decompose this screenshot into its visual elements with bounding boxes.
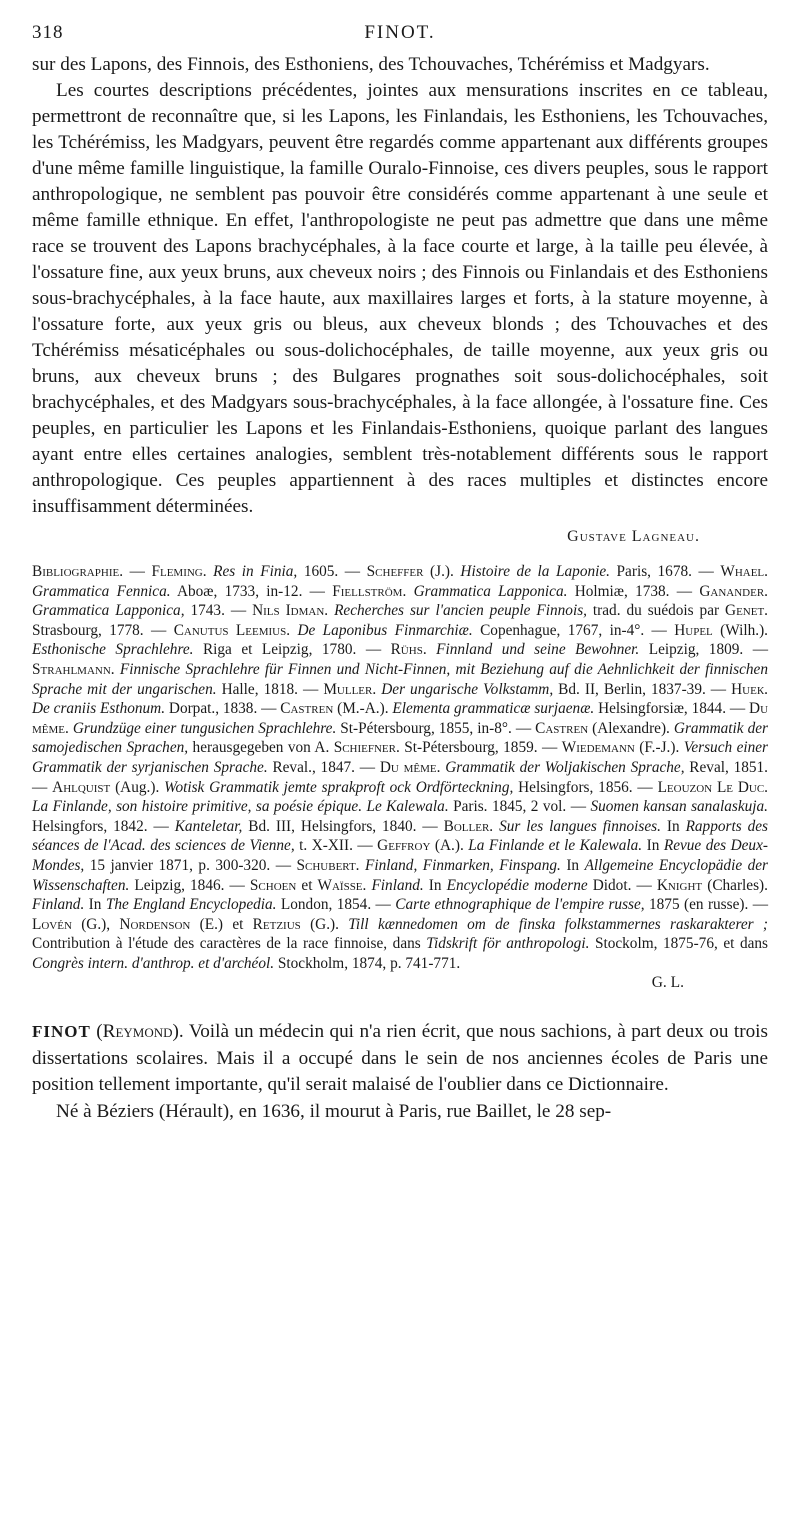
bib-text: (Alexandre). bbox=[588, 719, 674, 737]
bib-title: Recherches sur l'ancien peuple Finnois, bbox=[334, 602, 587, 620]
bibliography bbox=[32, 562, 768, 973]
bib-author: Genet. bbox=[725, 602, 769, 620]
bib-author: Castren bbox=[280, 700, 334, 718]
bib-title: Allgemeine Encyclopädie der Wissenschaften. bbox=[32, 856, 768, 894]
bib-text: Riga et Leipzig, 1780. — bbox=[193, 641, 391, 659]
bib-title: The England Encyclopedia. bbox=[105, 896, 277, 914]
bib-author: Leouzon Le Duc. bbox=[657, 778, 769, 796]
bib-text: Dorpat., 1838. — bbox=[165, 700, 281, 718]
bib-author: Schoen bbox=[249, 876, 297, 894]
bib-author: Retzius bbox=[252, 915, 301, 933]
bib-title: Wotisk Grammatik jemte sprakproft ock Ordförteckning, bbox=[164, 778, 514, 796]
bib-text: (F.-J.). bbox=[634, 739, 684, 757]
bib-text: Reval., 1847. — bbox=[267, 758, 380, 776]
article-signature: Gustave Lagneau. bbox=[567, 528, 700, 545]
article-body bbox=[32, 52, 768, 520]
bib-text: (M.-A.). bbox=[333, 700, 393, 718]
bib-text: In bbox=[642, 837, 664, 855]
dictionary-entry bbox=[32, 1019, 768, 1125]
bib-title: La Finlande et le Kalewala. bbox=[468, 837, 643, 855]
running-head bbox=[32, 22, 768, 52]
bib-author: Knight bbox=[656, 876, 703, 894]
bib-author: Hueк. bbox=[731, 680, 768, 698]
bib-text: St-Pétersbourg, 1855, in-8°. — bbox=[336, 719, 536, 737]
bib-title: Grundzüge einer tungusichen Sprachlehre. bbox=[72, 719, 337, 737]
bib-title: Till kænnedomen om de finska folkstammernes raskarakterer ; bbox=[348, 915, 768, 933]
entry-paragraph: Né à Béziers (Hérault), en 1636, il mourut à Paris, rue Baillet, le 28 sep- bbox=[56, 1100, 612, 1122]
bib-text: Strasbourg, 1778. — bbox=[32, 621, 174, 639]
bib-title: Elementa grammaticæ surjaenæ. bbox=[392, 700, 595, 718]
running-title: FINOT. bbox=[364, 22, 436, 43]
bib-title: Grammatica Fennica. bbox=[32, 582, 171, 600]
bib-text: Stockolm, 1875-76, et dans bbox=[589, 935, 768, 953]
bib-title: Sur les langues finnoises. bbox=[499, 817, 661, 835]
bib-author: Nils Idman. bbox=[252, 602, 329, 620]
bib-title: Carte ethnographique de l'empire russe, bbox=[395, 896, 645, 914]
bib-text: trad. du suédois par bbox=[586, 602, 726, 620]
bib-title: Grammatica Lapponica, bbox=[32, 602, 185, 620]
bib-title: La Finlande, son histoire primitive, sa poésie épique. Le Kalewala. bbox=[32, 798, 449, 816]
bib-text: In bbox=[84, 896, 106, 914]
bib-title: Congrès intern. d'anthrop. et d'archéol. bbox=[32, 954, 275, 972]
bib-author: Ahlquist bbox=[52, 778, 111, 796]
bib-title: De craniis Esthonum. bbox=[32, 700, 166, 718]
bib-title: Grammatik der samojedischen Sprachen, bbox=[32, 719, 768, 757]
bib-title: Grammatik der Woljakischen Sprache, bbox=[445, 758, 685, 776]
bib-author: Fleming. bbox=[151, 563, 207, 580]
bib-title: Der ungarische Volkstamm, bbox=[381, 680, 554, 698]
bib-text: (Wilh.). bbox=[712, 621, 768, 639]
bib-text: Leipzig, 1809. — bbox=[639, 641, 769, 659]
bib-text: Paris. 1845, 2 vol. — bbox=[448, 798, 591, 816]
bib-author: Wiedemann bbox=[561, 739, 635, 757]
bib-title: Finnland und seine Bewohner. bbox=[436, 641, 640, 659]
bib-title: Grammatica Lapponica. bbox=[413, 582, 568, 600]
entry-text: Voilà un médecin qui n'a rien écrit, que nous sachions, à part deux ou trois dissertations scolaires. Mais il a occupé dans le sein de nos anciennes écoles de Paris une position tellement importante, qu'il serait malaisé de l'oublier dans ce Dictionnaire. bbox=[32, 1021, 768, 1096]
bib-text: Bd. II, Berlin, 1837-39. — bbox=[553, 680, 732, 698]
bib-title: Histoire de la Laponie. bbox=[460, 563, 610, 580]
bib-text: St-Pétersbourg, 1859. — bbox=[399, 739, 562, 757]
bib-text: (G.), bbox=[71, 915, 120, 933]
bib-author: Waïsse. bbox=[317, 876, 367, 894]
bib-text: Didot. — bbox=[587, 876, 657, 894]
bib-author: Scheffer (J.). bbox=[366, 563, 454, 580]
bib-title: Finnische Sprachlehre für Finnen und Nicht-Finnen, mit Beziehung auf die Aehnlichkeit der finnischen Sprache mit der ungarischen. bbox=[32, 660, 768, 698]
bibliography-lead: Bibliographie. bbox=[32, 563, 124, 580]
bib-author: Muller. bbox=[323, 680, 377, 698]
dictionary-page bbox=[32, 22, 768, 1125]
bib-author: Whael. bbox=[720, 563, 768, 580]
bib-text: t. X-XII. — bbox=[294, 837, 378, 855]
bib-author: Geffroy bbox=[377, 837, 431, 855]
entry-paragraph bbox=[32, 1019, 768, 1099]
bib-text: 1605. — bbox=[297, 563, 367, 580]
bib-title: Revue des Deux-Mondes, bbox=[32, 837, 768, 874]
bib-text: Contribution à l'étude des caractères de la race finnoise, dans bbox=[32, 935, 427, 953]
bib-text: (G.). bbox=[300, 915, 349, 933]
bib-text: (Charles). bbox=[702, 876, 768, 894]
bib-title: Kanteletar, bbox=[174, 817, 243, 835]
bib-text: 1875 (en russe). — bbox=[644, 896, 768, 914]
article-paragraph: Les courtes descriptions précédentes, jointes aux mensurations inscrites en ce tableau, permettront de reconnaître que, si les Lapons, les Finlandais, les Esthoniens, les Tchouvaches, les Tchérémiss, les Madgyars, peuvent être regardés comme appartenant aux différents groupes d'une même famille linguistique, la famille Ouralo-Finnoise, ces divers peuples, sous le rapport anthropologique, ne semblent pas pouvoir être considérés comme appartenant à une seule et même famille ethnique. En effet, l'anthropologiste ne peut pas admettre que dans une même race se trouvent des Lapons brachycéphales, à la face courte et large, à la taille peu élevée, à l'ossature fine, aux yeux bruns, aux cheveux noirs ; des Finnois ou Finlandais et des Esthoniens sous-brachycéphales, à la face haute, aux maxillaires larges et forts, à la stature moyenne, à l'ossature forte, aux yeux gris ou bleus, aux cheveux blonds ; des Tchouvaches et des Tchérémiss mésaticéphales ou sous-dolichocéphales, de taille moyenne, aux yeux gris ou bruns, aux cheveux bruns ; des Bulgares prognathes soit sous-dolichocéphales, soit brachycéphales, et des Madgyars sous-brachycéphales, à la face allongée, à l'ossature fine. Ces peuples, en particulier les Lapons et les Finlandais-Esthoniens, quoique parlant des langues ayant entre elles certaines analogies, semblent très-notablement différents sous le rapport anthropologique. Ces peuples appartiennent à des races multiples et distinctes encore insuffisamment déterminées. bbox=[32, 80, 768, 517]
bib-text: Paris, 1678. — bbox=[609, 563, 721, 580]
entry-author-name: (Reymond). bbox=[90, 1021, 184, 1043]
bib-text: Helsingfors, 1842. — bbox=[32, 817, 175, 835]
entry-headword: FINOT bbox=[32, 1022, 91, 1042]
bib-author: Boller. bbox=[443, 817, 494, 835]
bib-author: Ganander. bbox=[699, 582, 768, 600]
bib-author: Fiellström. bbox=[332, 582, 407, 600]
bib-text: Reval, 1851. — bbox=[32, 758, 768, 796]
bib-author: Castren bbox=[535, 719, 589, 737]
bib-title: De Laponibus Finmarchiæ. bbox=[297, 621, 473, 639]
bib-title: Versuch einer Grammatik der syrjanischen Sprache. bbox=[32, 739, 769, 776]
bib-author: Hupel bbox=[674, 621, 713, 639]
bib-text: Holmiæ, 1738. — bbox=[567, 582, 700, 600]
bib-author: Strahlmann. bbox=[32, 660, 115, 678]
bib-author: Canutus Leemius. bbox=[173, 621, 291, 639]
bib-text: Aboæ, 1733, in-12. — bbox=[170, 582, 333, 600]
bib-text: 15 janvier 1871, p. 300-320. — bbox=[84, 856, 297, 874]
bib-text: (Aug.). bbox=[110, 778, 165, 796]
bib-author: Du même. bbox=[379, 758, 441, 776]
bib-text: — bbox=[123, 563, 152, 580]
bib-text: et bbox=[296, 876, 318, 894]
bib-text: herausgegeben von A. bbox=[188, 739, 334, 757]
bib-title: Suomen kansan sanalaskuja. bbox=[590, 798, 768, 816]
bib-text: 1743. — bbox=[184, 602, 253, 620]
bib-text: In bbox=[560, 856, 585, 874]
bib-text: In bbox=[423, 876, 447, 894]
bib-text: Copenhague, 1767, in-4°. — bbox=[472, 621, 675, 639]
article-paragraph: sur des Lapons, des Finnois, des Esthoniens, des Tchouvaches, Tchérémiss et Madgyars. bbox=[32, 54, 710, 75]
page-number: 318 bbox=[32, 22, 64, 43]
bib-text: Leipzig, 1846. — bbox=[129, 876, 250, 894]
bib-author: Schiefner. bbox=[333, 739, 400, 757]
bibliography-signature: G. L. bbox=[651, 974, 684, 992]
bib-author: Rühs. bbox=[390, 641, 427, 659]
bib-title: Tidskrift för anthropologi. bbox=[426, 935, 590, 953]
bib-author: Du même. bbox=[32, 700, 769, 737]
bib-title: Esthonische Sprachlehre. bbox=[32, 641, 194, 659]
bib-text: Stockholm, 1874, p. 741-771. bbox=[274, 954, 461, 972]
bib-text: In bbox=[660, 817, 686, 835]
bib-text: Helsingfors, 1856. — bbox=[513, 778, 658, 796]
bib-title: Rapports des séances de l'Acad. des sciences de Vienne, bbox=[32, 817, 768, 855]
bib-title: Encyclopédie moderne bbox=[446, 876, 588, 894]
bib-title: Finland. bbox=[32, 896, 85, 914]
bib-text: Helsingforsiæ, 1844. — bbox=[594, 700, 750, 718]
bib-text: Halle, 1818. — bbox=[216, 680, 324, 698]
bib-title: Finland, Finmarken, Finspang. bbox=[365, 856, 561, 874]
bib-text: (E.) et bbox=[190, 915, 253, 933]
bib-text: (A.). bbox=[430, 837, 469, 855]
bib-author: Lovén bbox=[32, 915, 72, 933]
bib-author: Nordenson bbox=[119, 915, 191, 933]
bib-text: London, 1854. — bbox=[276, 896, 396, 914]
bib-text: Bd. III, Helsingfors, 1840. — bbox=[242, 817, 444, 835]
bib-author: Schubert. bbox=[296, 856, 360, 874]
bib-title: Res in Finia, bbox=[213, 563, 298, 580]
bib-title: Finland. bbox=[371, 876, 424, 894]
